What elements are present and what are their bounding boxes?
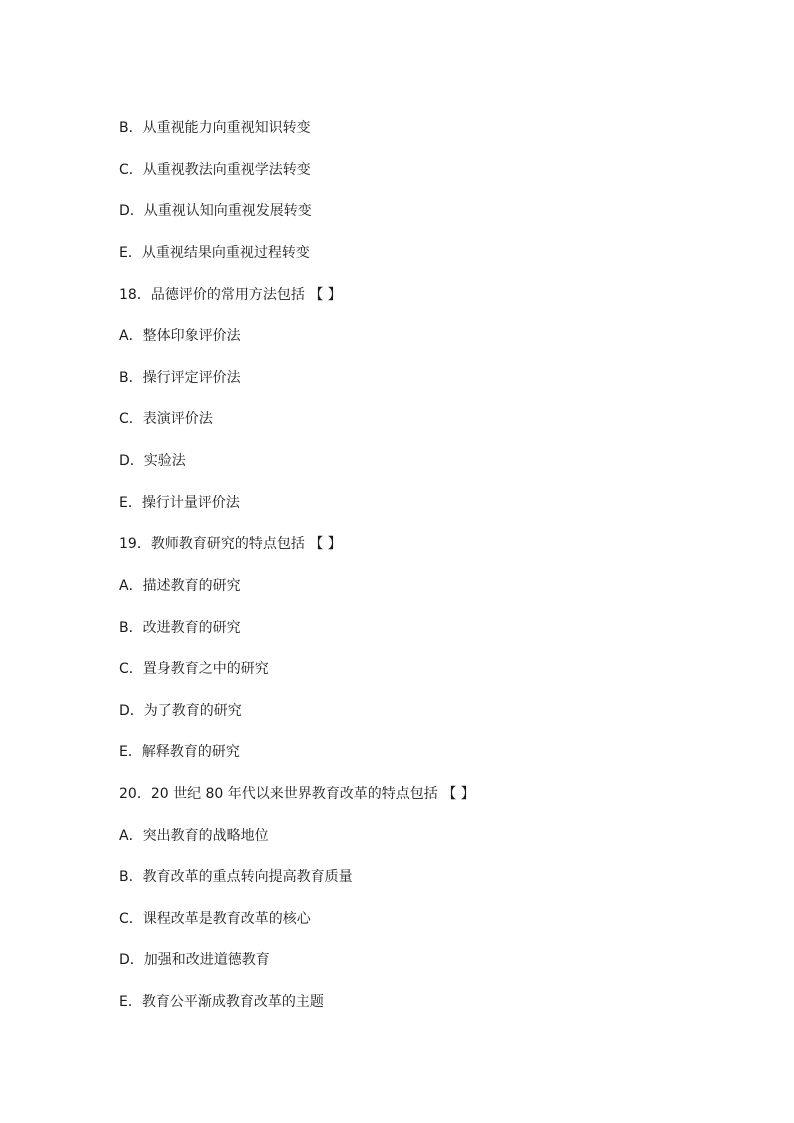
option-line: E．解释教育的研究 [119, 744, 240, 760]
question-line: 18．品德评价的常用方法包括 【 】 [119, 287, 342, 303]
option-line: B．改进教育的研究 [119, 620, 241, 636]
option-line: E．操行计量评价法 [119, 495, 240, 511]
option-line: C．表演评价法 [119, 411, 213, 427]
option-line: B．从重视能力向重视知识转变 [119, 120, 311, 136]
option-line: C．课程改革是教育改革的核心 [119, 911, 311, 927]
option-line: C．置身教育之中的研究 [119, 661, 269, 677]
option-line: D．为了教育的研究 [119, 703, 242, 719]
option-line: E．从重视结果向重视过程转变 [119, 245, 310, 261]
option-line: E．教育公平渐成教育改革的主题 [119, 994, 324, 1010]
option-line: B．操行评定评价法 [119, 370, 241, 386]
option-line: A．整体印象评价法 [119, 328, 241, 344]
option-line: A．描述教育的研究 [119, 578, 241, 594]
question-line: 20．20 世纪 80 年代以来世界教育改革的特点包括 【 】 [119, 786, 475, 802]
option-line: B．教育改革的重点转向提高教育质量 [119, 869, 353, 885]
option-line: C．从重视教法向重视学法转变 [119, 162, 311, 178]
option-line: D．实验法 [119, 453, 186, 469]
option-line: D．从重视认知向重视发展转变 [119, 203, 312, 219]
question-line: 19．教师教育研究的特点包括 【 】 [119, 536, 342, 552]
option-line: A．突出教育的战略地位 [119, 828, 269, 844]
option-line: D．加强和改进道德教育 [119, 952, 270, 968]
